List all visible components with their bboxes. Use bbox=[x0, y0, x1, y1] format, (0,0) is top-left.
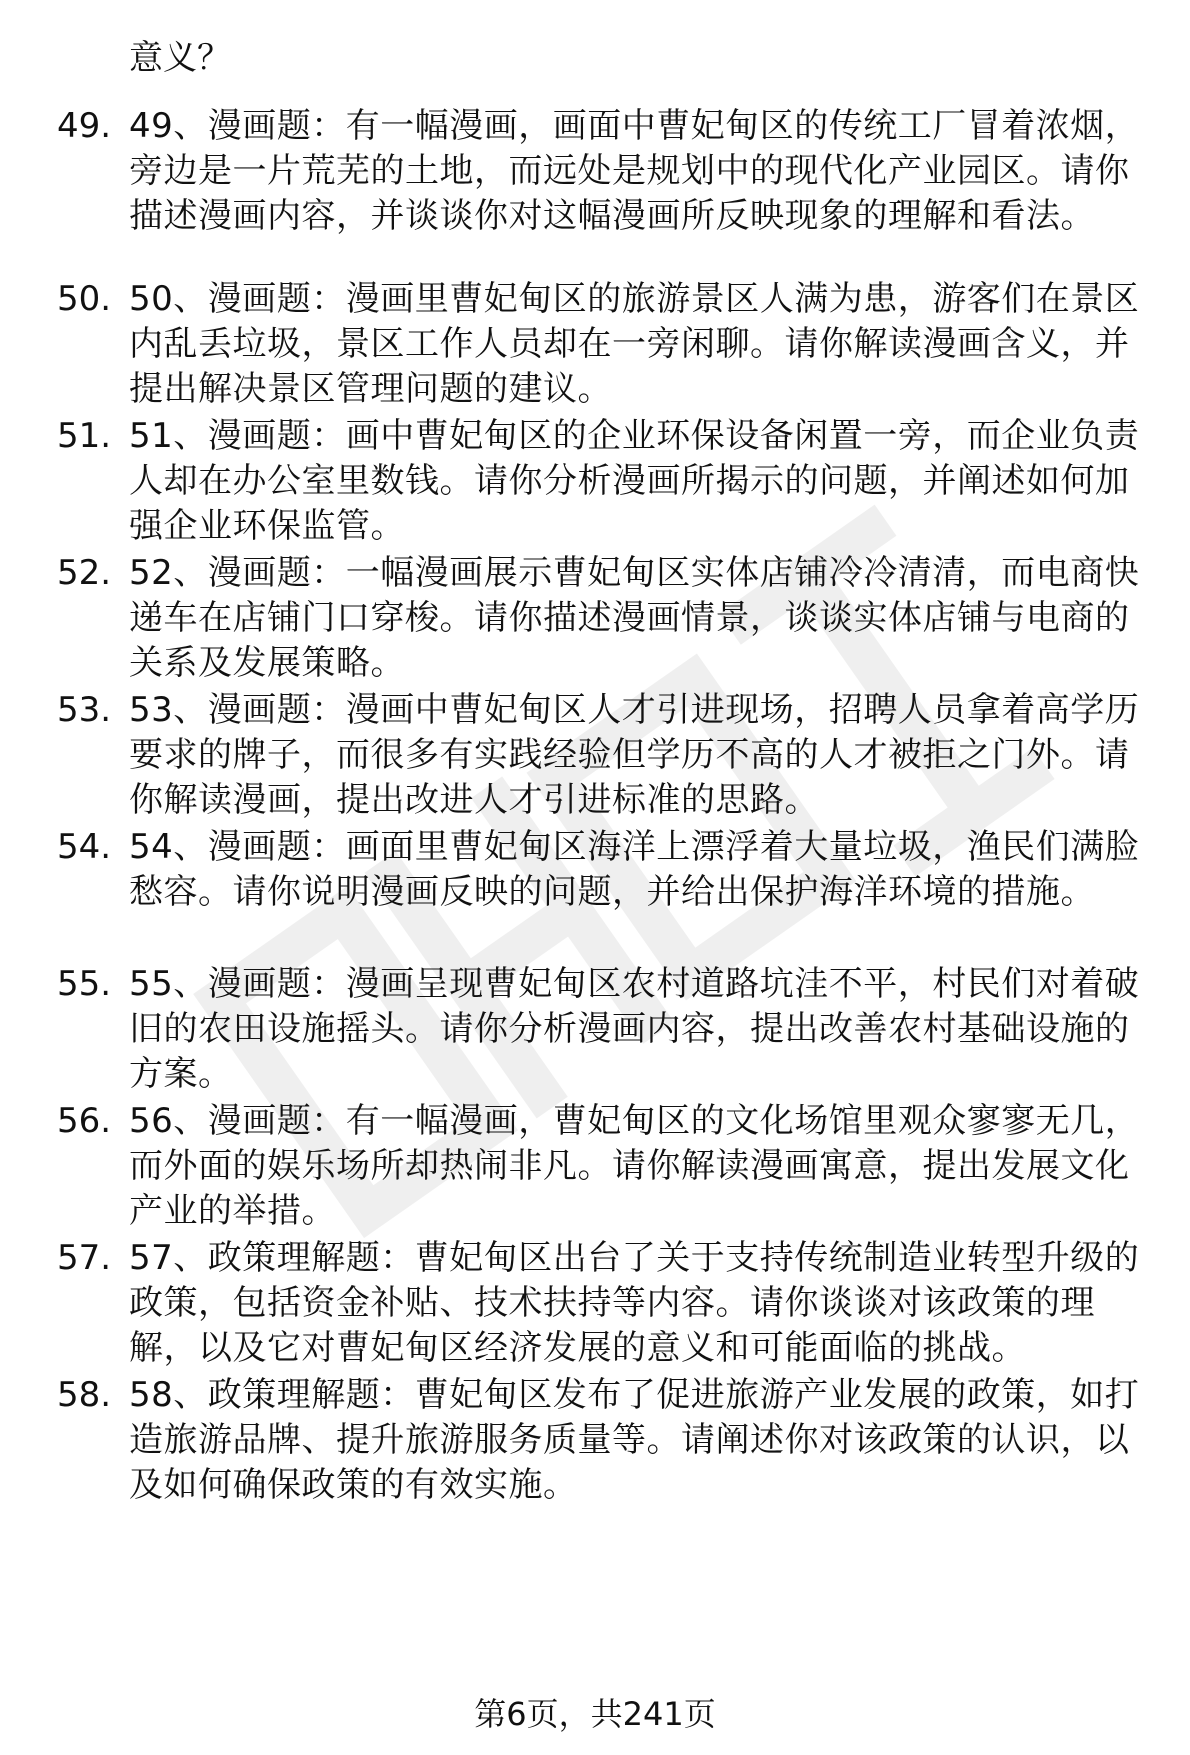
item-text: 58、政策理解题：曹妃甸区发布了促进旅游产业发展的政策，如打造旅游品牌、提升旅游服务质量等。请阐述你对该政策的认识，以及如何确保政策的有效实施。 bbox=[129, 1375, 1140, 1505]
item-number: 51. bbox=[57, 416, 112, 456]
continuation-text: 意义？ bbox=[129, 38, 231, 78]
item-text: 50、漫画题：漫画里曹妃甸区的旅游景区人满为患，游客们在景区内乱丢垃圾，景区工作人员却在一旁闲聊。请你解读漫画含义，并提出解决景区管理问题的建议。 bbox=[129, 279, 1140, 409]
item-number: 50. bbox=[57, 279, 112, 319]
item-text: 56、漫画题：有一幅漫画，曹妃甸区的文化场馆里观众寥寥无几，而外面的娱乐场所却热闹非凡。请你解读漫画寓意，提出发展文化产业的举措。 bbox=[129, 1101, 1140, 1231]
item-text: 52、漫画题：一幅漫画展示曹妃甸区实体店铺冷冷清清，而电商快递车在店铺门口穿梭。请你描述漫画情景，谈谈实体店铺与电商的关系及发展策略。 bbox=[129, 553, 1140, 683]
item-number: 54. bbox=[57, 827, 112, 867]
item-text: 49、漫画题：有一幅漫画，画面中曹妃甸区的传统工厂冒着浓烟，旁边是一片荒芜的土地，而远处是规划中的现代化产业园区。请你描述漫画内容，并谈谈你对这幅漫画所反映现象的理解和看法。 bbox=[129, 106, 1140, 236]
item-number: 57. bbox=[57, 1238, 112, 1278]
item-text: 51、漫画题：画中曹妃甸区的企业环保设备闲置一旁，而企业负责人却在办公室里数钱。请你分析漫画所揭示的问题，并阐述如何加强企业环保监管。 bbox=[129, 416, 1140, 546]
item-number: 55. bbox=[57, 964, 112, 1004]
item-number: 58. bbox=[57, 1375, 112, 1415]
item-number: 53. bbox=[57, 690, 112, 730]
item-text: 53、漫画题：漫画中曹妃甸区人才引进现场，招聘人员拿着高学历要求的牌子，而很多有实践经验但学历不高的人才被拒之门外。请你解读漫画，提出改进人才引进标准的思路。 bbox=[129, 690, 1140, 820]
item-text: 57、政策理解题：曹妃甸区出台了关于支持传统制造业转型升级的政策，包括资金补贴、技术扶持等内容。请你谈谈对该政策的理解，以及它对曹妃甸区经济发展的意义和可能面临的挑战。 bbox=[129, 1238, 1140, 1368]
item-number: 49. bbox=[57, 106, 112, 146]
item-text: 55、漫画题：漫画呈现曹妃甸区农村道路坑洼不平，村民们对着破旧的农田设施摇头。请你分析漫画内容，提出改善农村基础设施的方案。 bbox=[129, 964, 1140, 1094]
page-footer: 第6页，共241页 bbox=[474, 1695, 716, 1733]
item-number: 56. bbox=[57, 1101, 112, 1141]
item-text: 54、漫画题：画面里曹妃甸区海洋上漂浮着大量垃圾，渔民们满脸愁容。请你说明漫画反映的问题，并给出保护海洋环境的措施。 bbox=[129, 827, 1140, 912]
item-number: 52. bbox=[57, 553, 112, 593]
